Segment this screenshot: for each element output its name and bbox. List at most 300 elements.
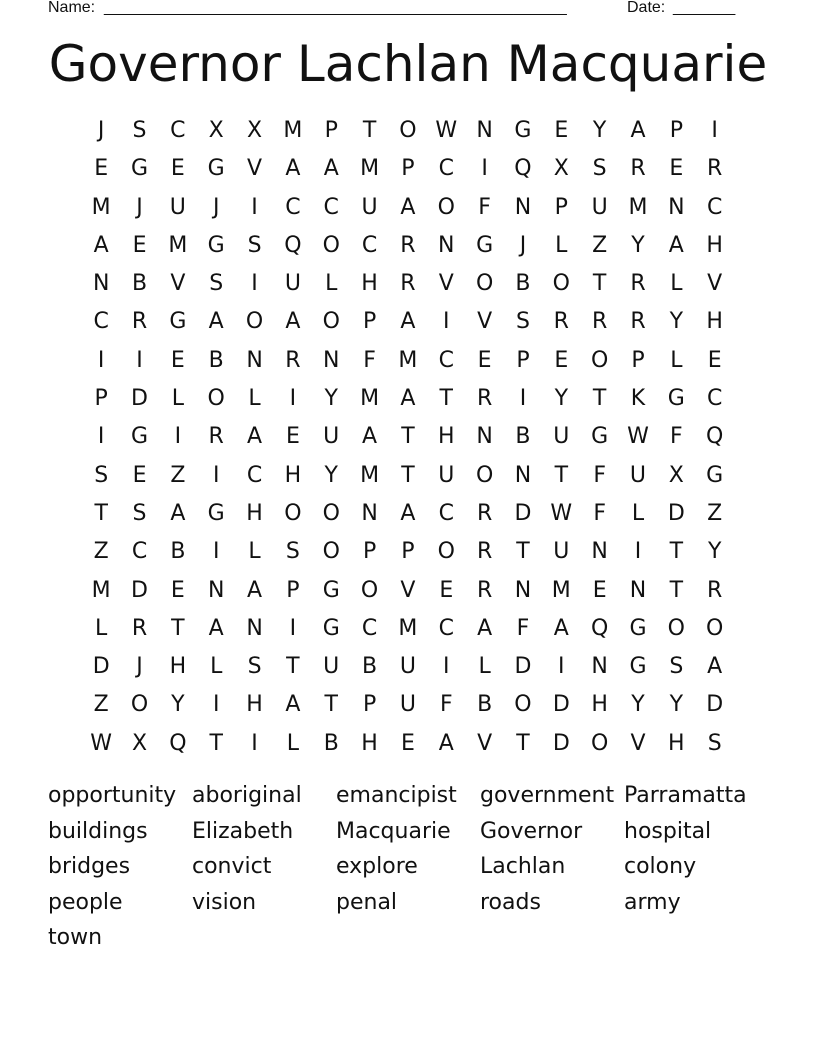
grid-letter: G bbox=[207, 232, 225, 258]
grid-letter: D bbox=[92, 654, 110, 680]
grid-letter: G bbox=[591, 424, 609, 450]
grid-letter: M bbox=[360, 386, 380, 412]
grid-letter: S bbox=[247, 654, 262, 680]
word-bank-item: town bbox=[48, 925, 103, 951]
word-bank-item: vision bbox=[192, 889, 257, 915]
date-line: _______ bbox=[673, 0, 736, 16]
word-bank-item: emancipist bbox=[336, 783, 457, 808]
grid-letter: M bbox=[168, 232, 188, 258]
grid-letter: Z bbox=[707, 500, 723, 526]
grid-letter: G bbox=[514, 118, 532, 143]
grid-letter: R bbox=[400, 232, 416, 258]
grid-letter: A bbox=[93, 232, 109, 258]
grid-row bbox=[82, 150, 734, 188]
grid-letter: J bbox=[97, 118, 105, 143]
grid-letter: N bbox=[438, 232, 455, 258]
grid-letter: R bbox=[707, 577, 723, 603]
word-bank-item: army bbox=[624, 889, 681, 915]
grid-letter: O bbox=[475, 271, 494, 297]
grid-letter: N bbox=[629, 577, 647, 603]
grid-letter: T bbox=[401, 462, 415, 488]
grid-letter: Y bbox=[669, 309, 684, 335]
grid-row bbox=[82, 265, 734, 303]
grid-letter: G bbox=[706, 462, 724, 488]
grid-letter: P bbox=[362, 539, 377, 565]
grid-letter: A bbox=[247, 424, 263, 450]
grid-letter: O bbox=[706, 615, 724, 641]
grid-letter: A bbox=[438, 730, 454, 756]
grid-letter: U bbox=[438, 462, 455, 488]
grid-letter: R bbox=[476, 539, 493, 565]
grid-letter: O bbox=[514, 692, 532, 718]
grid-letter: A bbox=[323, 156, 339, 182]
grid-letter: H bbox=[284, 462, 302, 488]
grid-row bbox=[82, 418, 734, 456]
grid-letter: O bbox=[437, 194, 455, 220]
grid-letter: U bbox=[553, 539, 570, 565]
grid-letter: M bbox=[398, 347, 418, 373]
word-bank-item: hospital bbox=[624, 818, 712, 844]
grid-letter: E bbox=[592, 577, 607, 603]
grid-letter: I bbox=[443, 654, 450, 680]
grid-letter: A bbox=[400, 500, 416, 526]
grid-letter: N bbox=[514, 462, 532, 488]
grid-letter: P bbox=[401, 539, 415, 565]
grid-letter: D bbox=[514, 654, 532, 680]
grid-letter: C bbox=[285, 194, 301, 220]
grid-letter: I bbox=[289, 615, 297, 641]
grid-letter: H bbox=[246, 500, 263, 526]
grid-letter: S bbox=[132, 118, 147, 143]
grid-letter: L bbox=[631, 500, 645, 526]
grid-letter: W bbox=[90, 730, 113, 756]
grid-letter: P bbox=[669, 118, 683, 143]
grid-letter: C bbox=[438, 347, 454, 373]
grid-letter: L bbox=[555, 232, 568, 258]
grid-letter: X bbox=[208, 118, 224, 143]
grid-letter: E bbox=[132, 232, 147, 258]
grid-row bbox=[82, 303, 734, 341]
grid-letter: Y bbox=[631, 692, 645, 718]
grid-letter: I bbox=[212, 539, 220, 565]
grid-letter: L bbox=[210, 654, 223, 680]
grid-letter: C bbox=[706, 386, 723, 412]
grid-letter: N bbox=[92, 271, 110, 297]
grid-letter: B bbox=[362, 654, 378, 680]
grid-letter: R bbox=[553, 309, 569, 335]
grid-letter: P bbox=[286, 577, 300, 603]
grid-letter: A bbox=[400, 309, 416, 335]
grid-letter: F bbox=[363, 347, 376, 373]
grid-letter: S bbox=[132, 500, 147, 526]
grid-letter: S bbox=[209, 271, 224, 297]
grid-letter: C bbox=[246, 462, 263, 488]
grid-letter: U bbox=[169, 194, 186, 220]
grid-letter: C bbox=[170, 118, 186, 143]
grid-letter: S bbox=[592, 156, 607, 182]
grid-letter: R bbox=[630, 156, 646, 182]
grid-letter: V bbox=[630, 730, 646, 756]
grid-letter: G bbox=[130, 424, 149, 450]
word-bank bbox=[48, 778, 768, 956]
grid-letter: B bbox=[323, 730, 339, 756]
grid-letter: R bbox=[476, 386, 493, 412]
grid-letter: Y bbox=[171, 692, 185, 718]
grid-letter: A bbox=[208, 615, 224, 641]
grid-letter: H bbox=[246, 692, 263, 718]
grid-letter: E bbox=[170, 577, 185, 603]
grid-letter: G bbox=[322, 577, 340, 603]
grid-letter: N bbox=[514, 577, 532, 603]
grid-letter: A bbox=[400, 386, 416, 412]
grid-letter: H bbox=[668, 730, 685, 756]
name-label: Name: bbox=[48, 0, 96, 16]
grid-letter: C bbox=[361, 615, 378, 641]
grid-letter: A bbox=[170, 500, 186, 526]
grid-letter: I bbox=[519, 386, 527, 412]
grid-letter: O bbox=[437, 539, 455, 565]
grid-letter: T bbox=[669, 539, 684, 565]
grid-letter: Y bbox=[324, 462, 338, 488]
grid-letter: F bbox=[593, 462, 606, 488]
grid-letter: K bbox=[630, 386, 646, 412]
grid-letter: T bbox=[592, 271, 607, 297]
grid-letter: Y bbox=[669, 692, 684, 718]
grid-letter: U bbox=[323, 654, 340, 680]
grid-letter: O bbox=[475, 462, 494, 488]
grid-letter: L bbox=[248, 386, 261, 412]
grid-letter: N bbox=[207, 577, 225, 603]
grid-letter: G bbox=[667, 386, 685, 412]
grid-letter: O bbox=[360, 577, 379, 603]
page-title: Governor Lachlan Macquarie bbox=[48, 35, 768, 93]
grid-letter: U bbox=[591, 194, 608, 220]
grid-letter: I bbox=[558, 654, 565, 680]
word-bank-item: buildings bbox=[48, 818, 148, 844]
grid-letter: G bbox=[629, 654, 647, 680]
grid-letter: N bbox=[476, 424, 493, 450]
grid-letter: O bbox=[590, 730, 609, 756]
letter-grid bbox=[82, 112, 734, 763]
grid-letter: O bbox=[552, 271, 570, 297]
grid-letter: R bbox=[707, 156, 723, 182]
grid-letter: A bbox=[285, 692, 301, 718]
grid-letter: T bbox=[94, 500, 108, 526]
grid-letter: O bbox=[322, 232, 340, 258]
word-bank-item: aboriginal bbox=[192, 783, 302, 808]
grid-letter: M bbox=[283, 118, 303, 143]
grid-letter: C bbox=[438, 615, 454, 641]
grid-letter: E bbox=[94, 156, 109, 182]
grid-letter: T bbox=[324, 692, 338, 718]
grid-letter: T bbox=[592, 386, 607, 412]
grid-letter: H bbox=[706, 309, 723, 335]
grid-row bbox=[82, 112, 734, 150]
grid-letter: L bbox=[325, 271, 338, 297]
grid-letter: O bbox=[322, 500, 340, 526]
grid-letter: F bbox=[439, 692, 453, 718]
grid-letter: N bbox=[323, 347, 340, 373]
grid-letter: G bbox=[322, 615, 340, 641]
grid-letter: T bbox=[439, 386, 453, 412]
grid-letter: O bbox=[399, 118, 417, 143]
grid-letter: C bbox=[323, 194, 339, 220]
grid-letter: F bbox=[478, 194, 491, 220]
grid-letter: P bbox=[631, 347, 645, 373]
grid-letter: V bbox=[170, 271, 186, 297]
word-bank-item: Macquarie bbox=[336, 818, 451, 844]
grid-letter: C bbox=[706, 194, 723, 220]
grid-letter: O bbox=[207, 386, 225, 412]
word-bank-item: opportunity bbox=[48, 783, 177, 808]
grid-letter: E bbox=[439, 577, 454, 603]
grid-letter: I bbox=[174, 424, 182, 450]
grid-letter: Y bbox=[707, 539, 722, 565]
grid-letter: Z bbox=[93, 692, 109, 718]
grid-letter: O bbox=[284, 500, 302, 526]
grid-letter: Z bbox=[170, 462, 186, 488]
grid-letter: E bbox=[132, 462, 147, 488]
grid-letter: T bbox=[554, 462, 569, 488]
grid-letter: N bbox=[476, 118, 493, 143]
name-line: ____________________________________________________ bbox=[104, 0, 567, 16]
grid-letter: Q bbox=[514, 156, 532, 182]
word-bank-item: bridges bbox=[48, 854, 131, 880]
grid-letter: I bbox=[212, 692, 220, 718]
grid-letter: T bbox=[209, 730, 223, 756]
grid-letter: Y bbox=[324, 386, 338, 412]
grid-letter: Q bbox=[590, 615, 609, 641]
grid-letter: G bbox=[169, 309, 187, 335]
grid-letter: Y bbox=[592, 118, 607, 143]
grid-letter: C bbox=[93, 309, 109, 335]
grid-letter: T bbox=[516, 539, 530, 565]
grid-letter: I bbox=[443, 309, 450, 335]
grid-letter: B bbox=[170, 539, 186, 565]
grid-letter: X bbox=[668, 462, 684, 488]
grid-letter: V bbox=[438, 271, 454, 297]
grid-letter: O bbox=[590, 347, 609, 373]
grid-letter: L bbox=[670, 271, 683, 297]
grid-letter: A bbox=[247, 577, 263, 603]
grid-letter: E bbox=[554, 118, 569, 143]
grid-letter: F bbox=[516, 615, 530, 641]
grid-letter: U bbox=[399, 692, 416, 718]
word-bank-item: convict bbox=[192, 854, 272, 880]
grid-letter: E bbox=[707, 347, 722, 373]
grid-row bbox=[82, 686, 734, 724]
header bbox=[48, 0, 748, 19]
grid-letter: R bbox=[476, 577, 493, 603]
grid-letter: B bbox=[515, 271, 531, 297]
grid-letter: W bbox=[550, 500, 573, 526]
grid-letter: L bbox=[248, 539, 261, 565]
word-bank-item: Governor bbox=[480, 818, 583, 844]
grid-letter: Q bbox=[706, 424, 724, 450]
grid-letter: P bbox=[324, 118, 338, 143]
grid-letter: E bbox=[554, 347, 569, 373]
grid-letter: H bbox=[361, 271, 378, 297]
grid-letter: V bbox=[477, 730, 493, 756]
grid-letter: X bbox=[553, 156, 569, 182]
grid-letter: E bbox=[400, 730, 415, 756]
grid-row bbox=[82, 457, 734, 495]
grid-letter: N bbox=[591, 654, 608, 680]
grid-letter: T bbox=[669, 577, 684, 603]
grid-letter: N bbox=[591, 539, 608, 565]
grid-row bbox=[82, 342, 734, 380]
word-bank-item: Parramatta bbox=[624, 783, 747, 808]
word-bank-item: Lachlan bbox=[480, 854, 566, 880]
grid-letter: S bbox=[669, 654, 684, 680]
grid-letter: S bbox=[707, 730, 722, 756]
grid-letter: J bbox=[519, 232, 527, 258]
grid-letter: A bbox=[285, 309, 301, 335]
word-bank-item: people bbox=[48, 889, 123, 915]
grid-letter: R bbox=[131, 615, 148, 641]
grid-letter: E bbox=[669, 156, 684, 182]
grid-letter: M bbox=[628, 194, 648, 220]
grid-letter: N bbox=[668, 194, 685, 220]
grid-letter: T bbox=[362, 118, 377, 143]
grid-letter: F bbox=[593, 500, 606, 526]
grid-letter: L bbox=[478, 654, 491, 680]
grid-letter: U bbox=[553, 424, 570, 450]
grid-letter: U bbox=[399, 654, 416, 680]
grid-letter: G bbox=[207, 500, 225, 526]
grid-letter: Y bbox=[631, 232, 645, 258]
grid-letter: D bbox=[667, 500, 685, 526]
grid-letter: H bbox=[706, 232, 723, 258]
grid-letter: E bbox=[477, 347, 492, 373]
grid-letter: B bbox=[208, 347, 224, 373]
grid-row bbox=[82, 189, 734, 227]
grid-letter: D bbox=[514, 500, 532, 526]
grid-row bbox=[82, 725, 734, 763]
grid-letter: I bbox=[97, 424, 105, 450]
grid-letter: C bbox=[131, 539, 148, 565]
grid-letter: W bbox=[627, 424, 649, 450]
grid-letter: U bbox=[629, 462, 647, 488]
grid-letter: T bbox=[401, 424, 415, 450]
grid-row bbox=[82, 610, 734, 648]
grid-letter: R bbox=[208, 424, 224, 450]
grid-letter: W bbox=[435, 118, 458, 143]
word-bank-item: colony bbox=[624, 854, 697, 880]
word-bank-item: Elizabeth bbox=[192, 818, 294, 844]
grid-letter: R bbox=[591, 309, 608, 335]
grid-letter: S bbox=[285, 539, 300, 565]
grid-letter: P bbox=[401, 156, 415, 182]
grid-letter: I bbox=[212, 462, 220, 488]
word-bank-item: explore bbox=[336, 854, 418, 880]
grid-letter: A bbox=[630, 118, 646, 143]
grid-letter: A bbox=[285, 156, 301, 182]
grid-letter: H bbox=[361, 730, 378, 756]
grid-letter: E bbox=[285, 424, 300, 450]
grid-letter: P bbox=[516, 347, 530, 373]
word-bank-item: government bbox=[480, 783, 615, 808]
grid-letter: C bbox=[438, 500, 454, 526]
grid-letter: I bbox=[481, 156, 488, 182]
grid-letter: O bbox=[130, 692, 149, 718]
grid-letter: T bbox=[516, 730, 530, 756]
grid-letter: P bbox=[362, 309, 377, 335]
grid-letter: M bbox=[360, 156, 380, 182]
grid-letter: Q bbox=[284, 232, 302, 258]
grid-letter: U bbox=[323, 424, 340, 450]
grid-letter: L bbox=[171, 386, 184, 412]
grid-letter: O bbox=[667, 615, 685, 641]
grid-letter: G bbox=[130, 156, 149, 182]
grid-letter: Z bbox=[592, 232, 608, 258]
grid-letter: P bbox=[362, 692, 377, 718]
grid-letter: A bbox=[707, 654, 723, 680]
grid-letter: G bbox=[629, 615, 647, 641]
grid-letter: B bbox=[131, 271, 148, 297]
grid-letter: D bbox=[552, 692, 570, 718]
grid-letter: I bbox=[97, 347, 105, 373]
grid-letter: S bbox=[247, 232, 262, 258]
grid-row bbox=[82, 495, 734, 533]
grid-letter: Y bbox=[554, 386, 569, 412]
grid-letter: R bbox=[131, 309, 148, 335]
grid-letter: I bbox=[251, 730, 258, 756]
grid-letter: V bbox=[247, 156, 263, 182]
grid-letter: S bbox=[515, 309, 530, 335]
grid-letter: X bbox=[247, 118, 263, 143]
grid-letter: I bbox=[136, 347, 143, 373]
grid-row bbox=[82, 533, 734, 571]
grid-letter: J bbox=[212, 194, 220, 220]
grid-letter: A bbox=[553, 615, 569, 641]
grid-row bbox=[82, 648, 734, 686]
grid-letter: I bbox=[251, 194, 258, 220]
grid-letter: L bbox=[670, 347, 683, 373]
grid-letter: Z bbox=[93, 539, 109, 565]
grid-letter: D bbox=[131, 577, 148, 603]
grid-letter: R bbox=[630, 309, 646, 335]
grid-letter: O bbox=[245, 309, 264, 335]
grid-letter: D bbox=[131, 386, 148, 412]
grid-letter: D bbox=[552, 730, 570, 756]
grid-letter: M bbox=[551, 577, 571, 603]
grid-letter: O bbox=[322, 539, 340, 565]
grid-letter: N bbox=[246, 347, 263, 373]
grid-letter: L bbox=[286, 730, 300, 756]
grid-letter: R bbox=[285, 347, 301, 373]
grid-letter: S bbox=[94, 462, 109, 488]
grid-letter: E bbox=[170, 156, 185, 182]
grid-letter: T bbox=[171, 615, 185, 641]
grid-letter: Q bbox=[169, 730, 187, 756]
grid-letter: R bbox=[630, 271, 646, 297]
grid-letter: J bbox=[136, 654, 143, 680]
date-label: Date: bbox=[627, 0, 666, 16]
grid-letter: X bbox=[131, 730, 148, 756]
grid-letter: O bbox=[322, 309, 340, 335]
grid-letter: M bbox=[91, 577, 111, 603]
grid-letter: G bbox=[476, 232, 494, 258]
grid-letter: B bbox=[515, 424, 531, 450]
grid-letter: P bbox=[554, 194, 568, 220]
grid-letter: C bbox=[361, 232, 378, 258]
grid-letter: T bbox=[286, 654, 300, 680]
grid-letter: A bbox=[362, 424, 378, 450]
grid-letter: H bbox=[591, 692, 608, 718]
grid-letter: H bbox=[169, 654, 187, 680]
grid-letter: I bbox=[289, 386, 297, 412]
